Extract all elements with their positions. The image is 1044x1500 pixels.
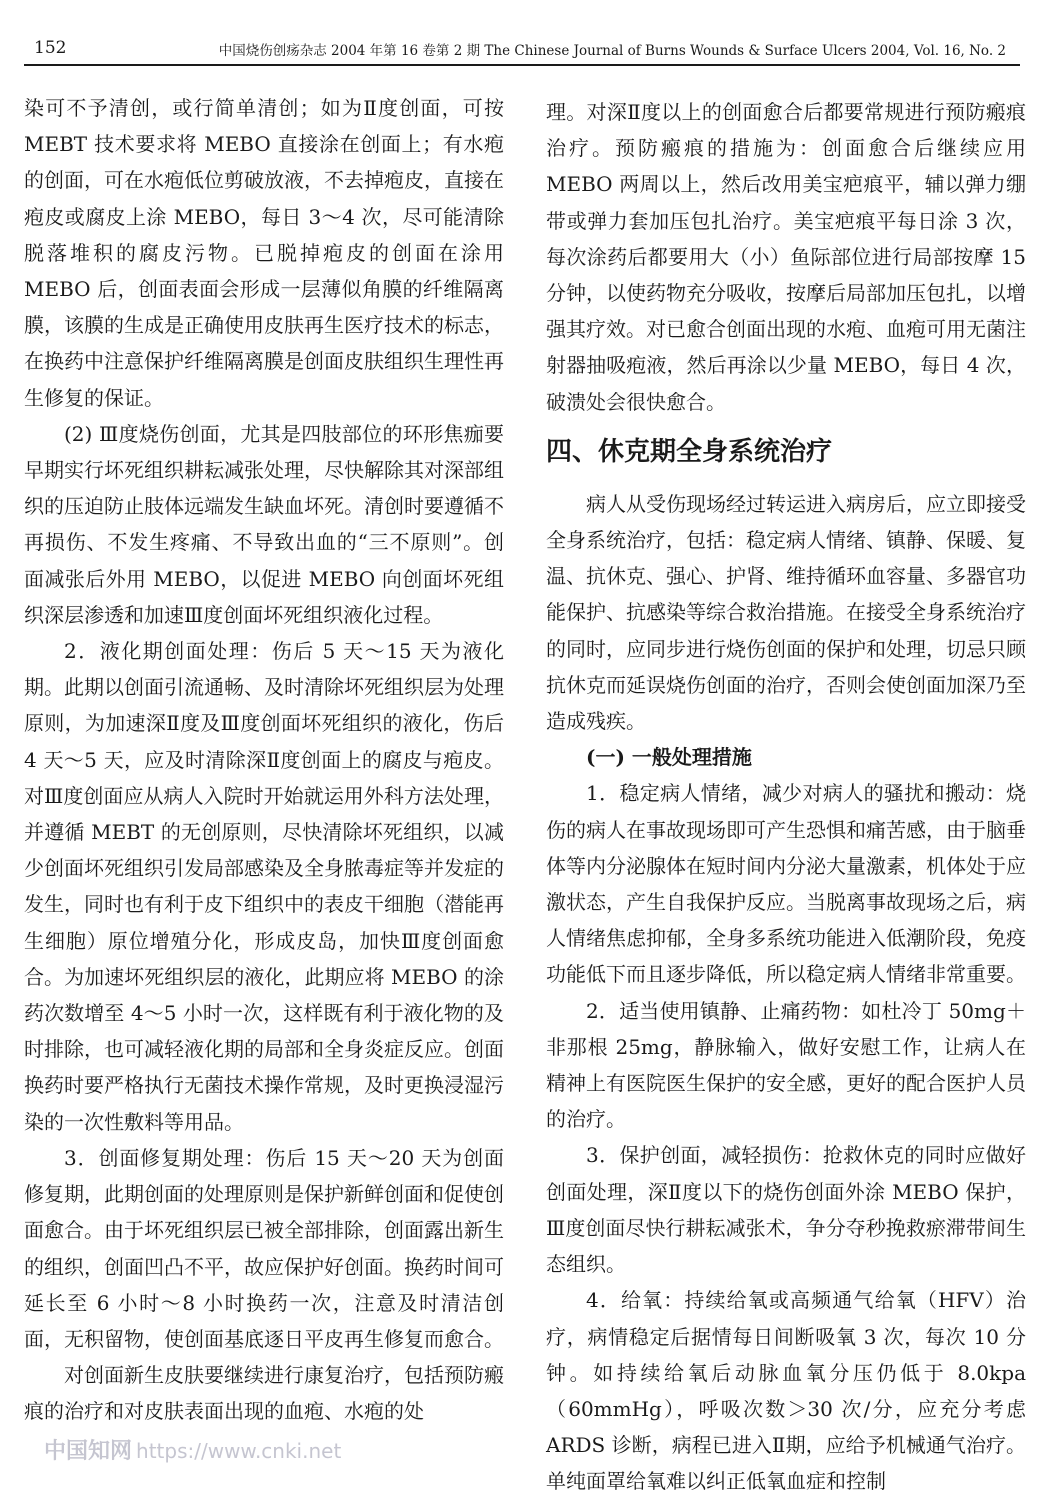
list-item: 3．保护创面，减轻损伤：抢救休克的同时应做好创面处理，深Ⅱ度以下的烧伤创面外涂 MEBO 保护，Ⅲ度创面尽快行耕耘减张术，争分夺秒挽救瘀滞带间生态组织。 xyxy=(546,1143,1026,1277)
watermark-logo: 中国知网 xyxy=(44,1439,133,1464)
right-column xyxy=(546,94,1026,1500)
paragraph: 理。对深Ⅱ度以上的创面愈合后都要常规进行预防瘢痕治疗。预防瘢痕的措施为：创面愈合后继续应用 MEBO 两周以上，然后改用美宝疤痕平，辅以弹力绷带或弹力套加压包扎治疗。美宝疤痕平每日涂 3 次，每次涂药后都要用大（小）鱼际部位进行局部按摩 15 分钟，以使药物充分吸收，按摩后局部加压包扎，以增强其疗效。对已愈合创面出现的水疱、血疱可用无菌注射器抽吸疱液，然后再涂以少量 MEBO，每日 4 次，破溃处会很快愈合。 xyxy=(546,100,1026,414)
paragraph: 2．液化期创面处理：伤后 5 天～15 天为液化期。此期以创面引流通畅、及时清除坏死组织层为处理原则，为加速深Ⅱ度及Ⅲ度创面坏死组织的液化，伤后 4 天～5 天，应及时清除深Ⅱ度创面上的腐皮与疱皮。对Ⅲ度创面应从病人入院时开始就运用外科方法处理，并遵循 MEBT 的无创原则，尽快清除坏死组织，以减少创面坏死组织引发局部感染及全身脓毒症等并发症的发生，同时也有利于皮下组织中的表皮干细胞（潜能再生细胞）原位增殖分化，形成皮岛，加快Ⅲ度创面愈合。为加速坏死组织层的液化，此期应将 MEBO 的涂药次数增至 4～5 小时一次，这样既有利于液化物的及时排除，也可减轻液化期的局部和全身炎症反应。创面换药时要严格执行无菌技术操作常规，及时更换浸湿污染的一次性敷料等用品。 xyxy=(24,639,504,1134)
list-item: 4．给氧：持续给氧或高频通气给氧（HFV）治疗，病情稳定后据情每日间断吸氧 3 次，每次 10 分钟。如持续给氧后动脉血氧分压仍低于 8.0kpa（60mmHg），呼吸次数＞30 次/分，应充分考虑 ARDS 诊断，病程已进入Ⅱ期，应给予机械通气治疗。单纯面罩给氧难以纠正低氧血症和控制 xyxy=(546,1288,1026,1494)
section-heading: 四、休克期全身系统治疗 xyxy=(546,436,833,467)
paragraph: 对创面新生皮肤要继续进行康复治疗，包括预防瘢痕的治疗和对皮肤表面出现的血疱、水疱的处 xyxy=(24,1363,504,1424)
cnki-watermark xyxy=(44,1434,341,1465)
paragraph: 3．创面修复期处理：伤后 15 天～20 天为创面修复期，此期创面的处理原则是保护新鲜创面和促使创面愈合。由于坏死组织层已被全部排除，创面露出新生的组织，创面凹凸不平，故应保护好创面。换药时间可延长至 6 小时～8 小时换药一次，注意及时清洁创面，无积留物，使创面基底逐日平皮再生修复而愈合。 xyxy=(24,1145,504,1351)
paragraph: (2) Ⅲ度烧伤创面，尤其是四肢部位的环形焦痂要早期实行坏死组织耕耘减张处理，尽快解除其对深部组织的压迫防止肢体远端发生缺血坏死。清创时要遵循不再损伤、不发生疼痛、不导致出血的“三不原则”。创面减张后外用 MEBO，以促进 MEBO 向创面坏死组织深层渗透和加速Ⅲ度创面坏死组织液化过程。 xyxy=(24,421,504,627)
sub-heading: (一) 一般处理措施 xyxy=(586,745,752,770)
left-column xyxy=(24,90,504,1430)
list-item: 2．适当使用镇静、止痛药物：如杜冷丁 50mg＋非那根 25mg，静脉输入，做好安慰工作，让病人在精神上有医院医生保护的安全感，更好的配合医护人员的治疗。 xyxy=(546,998,1026,1132)
list-item: 1．稳定病人情绪，减少对病人的骚扰和搬动：烧伤的病人在事故现场即可产生恐惧和痛苦感，由于脑垂体等内分泌腺体在短时间内分泌大量激素，机体处于应激状态，产生自我保护反应。当脱离事故现场之后，病人情绪焦虑抑郁，全身多系统功能进入低潮阶段，免疫功能低下而且逐步降低，所以稳定病人情绪非常重要。 xyxy=(546,781,1026,987)
page-number: 152 xyxy=(34,38,67,58)
running-head: 中国烧伤创疡杂志 2004 年第 16 卷第 2 期 The Chinese Journal of Burns Wounds & Surface Ulcers 2004, Vol. 16, No. 2 xyxy=(218,43,1006,59)
paragraph: 染可不予清创，或行简单清创；如为Ⅱ度创面，可按 MEBT 技术要求将 MEBO 直接涂在创面上；有水疱的创面，可在水疱低位剪破放液，不去掉疱皮，直接在疱皮或腐皮上涂 MEBO，每日 3～4 次，尽可能清除脱落堆积的腐皮污物。已脱掉疱皮的创面在涂用 MEBO 后，创面表面会形成一层薄似角膜的纤维隔离膜，该膜的生成是正确使用皮肤再生医疗技术的标志，在换药中注意保护纤维隔离膜是创面皮肤组织生理性再生修复的保证。 xyxy=(24,96,504,410)
watermark-url: https://www.cnki.net xyxy=(136,1439,342,1463)
page-header xyxy=(24,36,1020,66)
paragraph: 病人从受伤现场经过转运进入病房后，应立即接受全身系统治疗，包括：稳定病人情绪、镇静、保暖、复温、抗休克、强心、护肾、维持循环血容量、多器官功能保护、抗感染等综合救治措施。在接受全身系统治疗的同时，应同步进行烧伤创面的保护和处理，切忌只顾抗休克而延误烧伤创面的治疗，否则会使创面加深乃至造成残疾。 xyxy=(546,491,1026,734)
